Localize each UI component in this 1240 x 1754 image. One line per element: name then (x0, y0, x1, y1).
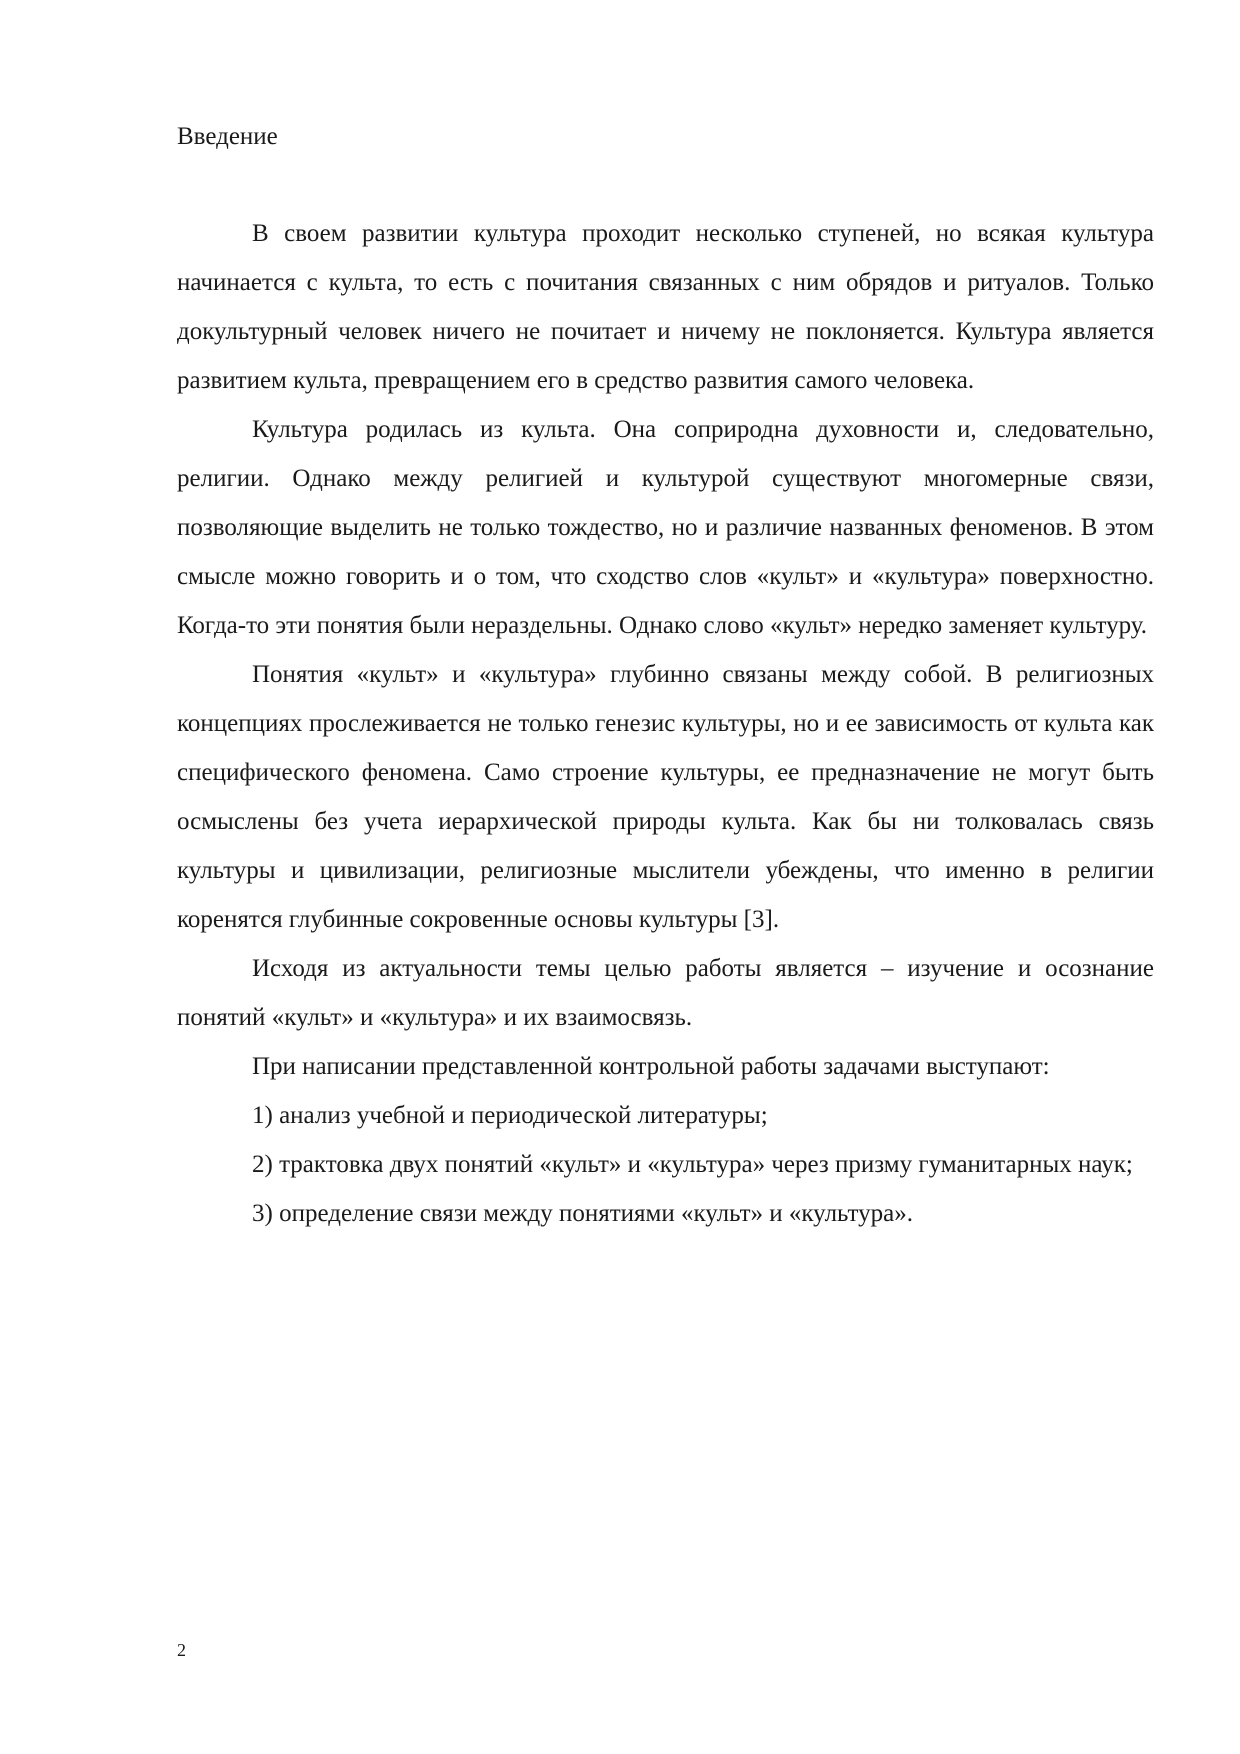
paragraph-goal: Исходя из актуальности темы целью работы является – изучение и осознание понятий «культ» и «культура» и их взаимосвязь. (177, 955, 1154, 1031)
page-number: 2 (177, 1640, 186, 1660)
page-content (177, 112, 1154, 1238)
task-item-3: 3) определение связи между понятиями «культ» и «культура». (252, 1200, 913, 1227)
paragraph-tasks: При написании представленной контрольной работы задачами выступают: (252, 1053, 1050, 1080)
paragraph-culture-origin: Культура родилась из культа. Она соприродна духовности и, следовательно, религии. Однако между религией и культурой существуют многомерные связи, позволяющие выделить не только тождество, но и различие названных феноменов. В этом смысле можно говорить и о том, что сходство слов «культ» и «культура» поверхностно. Когда-то эти понятия были нераздельны. Однако слово «культ» нередко заменяет культуру. (177, 416, 1154, 639)
page-heading: Введение (177, 123, 278, 150)
task-item-2: 2) трактовка двух понятий «культ» и «культура» через призму гуманитарных наук; (252, 1151, 1133, 1178)
paragraph-concepts: Понятия «культ» и «культура» глубинно связаны между собой. В религиозных концепциях прослеживается не только генезис культуры, но и ее зависимость от культа как специфического феномена. Само строение культуры, ее предназначение не могут быть осмыслены без учета иерархической природы культа. Как бы ни толковалась связь культуры и цивилизации, религиозные мыслители убеждены, что именно в религии коренятся глубинные сокровенные основы культуры [3]. (177, 661, 1154, 933)
paragraph-intro: В своем развитии культура проходит несколько ступеней, но всякая культура начинается с культа, то есть с почитания связанных с ним обрядов и ритуалов. Только докультурный человек ничего не почитает и ничему не поклоняется. Культура является развитием культа, превращением его в средство развития самого человека. (177, 220, 1154, 394)
task-item-1: 1) анализ учебной и периодической литературы; (252, 1102, 768, 1129)
